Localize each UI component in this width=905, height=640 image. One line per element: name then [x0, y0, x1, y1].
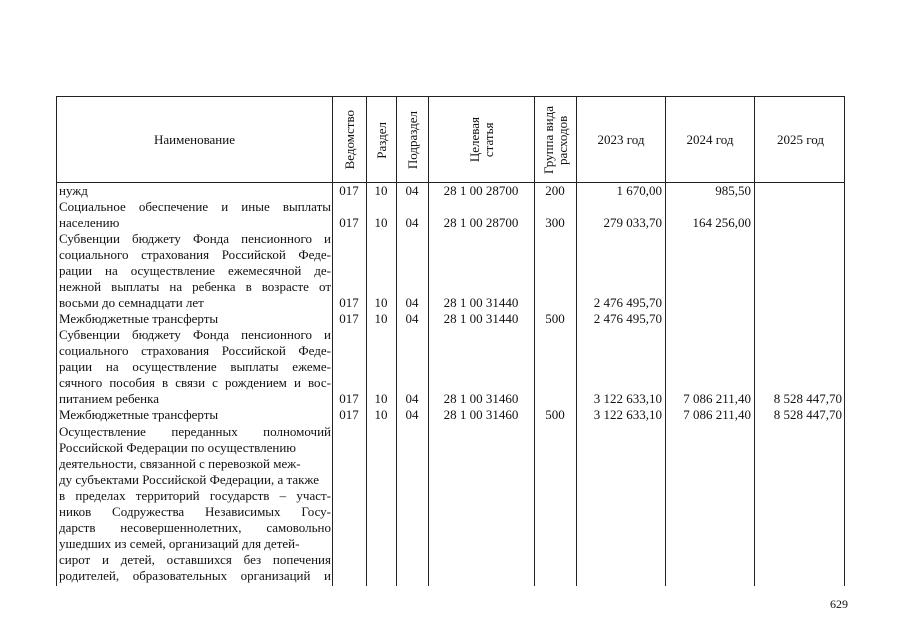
row-name-line: сячного пособия в связи с рождением и вос-: [59, 375, 331, 390]
row-name-line: питанием ребенка: [59, 391, 160, 406]
row-2023: 2 476 495,70: [593, 311, 662, 326]
row-group: 200: [545, 183, 565, 198]
row-subsection: 04: [405, 183, 419, 198]
row-group: 500: [545, 311, 565, 326]
row-section: 10: [374, 407, 388, 422]
header-group-line2: расходов: [554, 115, 570, 165]
row-name-line: ников Содружества Независимых Госу-: [59, 504, 331, 519]
header-group-text: [542, 106, 570, 174]
row-name-line: Межбюджетные трансферты: [59, 407, 219, 422]
row-subsection: 04: [405, 407, 419, 422]
row-2023: 1 670,00: [616, 183, 662, 198]
row-dept: 017: [339, 295, 359, 310]
row-target: 28 1 00 28700: [443, 183, 519, 198]
row-name-line: в пределах территорий государств – участ-: [59, 488, 331, 503]
table-row: [56, 183, 845, 199]
row-2024: 7 086 211,40: [683, 391, 751, 406]
row-target: 28 1 00 31440: [443, 311, 519, 326]
row-name-line: Межбюджетные трансферты: [59, 311, 219, 326]
header-name-text: Наименование: [154, 132, 235, 147]
row-dept: 017: [339, 215, 359, 230]
header-target-line2: статья: [480, 122, 496, 158]
row-name-line: рации на осуществление выплаты ежеме-: [59, 359, 331, 374]
row-name-line: восьми до семнадцати лет: [59, 295, 204, 310]
row-2024: 7 086 211,40: [683, 407, 751, 422]
row-subsection: 04: [405, 391, 419, 406]
table-row: [56, 231, 845, 311]
row-2023: 3 122 633,10: [593, 391, 662, 406]
row-dept: 017: [339, 391, 359, 406]
row-section: 10: [374, 215, 388, 230]
row-name-line: социального страхования Российской Феде-: [59, 343, 331, 358]
header-name: [57, 97, 333, 183]
header-dept-text: Ведомство: [341, 110, 357, 170]
row-name: [59, 231, 331, 311]
row-name-line: населению: [59, 215, 120, 230]
header-2024-text: 2024 год: [686, 132, 734, 147]
header-group-line1: Группа вида: [540, 106, 556, 174]
row-2025: 8 528 447,70: [773, 391, 842, 406]
row-name-line: родителей, образовательных организаций и: [59, 568, 331, 583]
row-name-line: Социальное обеспечение и иные выплаты: [59, 199, 331, 214]
row-subsection: 04: [405, 215, 419, 230]
row-group: 300: [545, 215, 565, 230]
header-2023: [577, 97, 666, 183]
row-target: 28 1 00 31440: [443, 295, 519, 310]
row-dept: 017: [339, 183, 359, 198]
header-dept: [333, 97, 367, 183]
row-name-line: Субвенции бюджету Фонда пенсионного и: [59, 327, 331, 342]
row-name-line: нужд: [59, 183, 88, 198]
row-name-line: Российской Федерации по осуществлению: [59, 440, 296, 455]
row-name-line: социального страхования Российской Феде-: [59, 247, 331, 262]
row-2023: 279 033,70: [603, 215, 662, 230]
row-name-line: ду субъектами Российской Федерации, а также: [59, 472, 319, 487]
row-section: 10: [374, 295, 388, 310]
row-name-line: нежной выплаты на ребенка в возрасте от: [59, 279, 331, 294]
table-row: [56, 199, 845, 231]
row-name-line: рации на осуществление ежемесячной де-: [59, 263, 331, 278]
row-name: [59, 407, 331, 423]
header-section: [367, 97, 397, 183]
table-row: [56, 327, 845, 407]
row-subsection: 04: [405, 295, 419, 310]
header-2025-text: 2025 год: [777, 132, 824, 147]
header-target-line1: Целевая: [466, 117, 482, 163]
header-2024: [666, 97, 755, 183]
row-name: [59, 199, 331, 231]
row-name-line: деятельности, связанной с перевозкой меж-: [59, 456, 301, 471]
header-target-text: [468, 117, 496, 162]
row-section: 10: [374, 311, 388, 326]
header-2025: [755, 97, 846, 183]
table-row: [56, 407, 845, 423]
row-dept: 017: [339, 311, 359, 326]
header-subsection-text: Подраздел: [404, 110, 420, 170]
row-2024: 164 256,00: [692, 215, 751, 230]
row-name: [59, 311, 331, 327]
table-row: [56, 424, 845, 586]
header-group: [535, 97, 577, 183]
row-name-line: сирот и детей, оставшихся без попечения: [59, 552, 331, 567]
row-target: 28 1 00 28700: [443, 215, 519, 230]
table-header: [56, 96, 845, 182]
row-subsection: 04: [405, 311, 419, 326]
header-subsection: [397, 97, 429, 183]
row-name-line: дарств несовершеннолетних, самовольно: [59, 520, 331, 535]
header-2023-text: 2023 год: [597, 132, 645, 147]
row-2023: 2 476 495,70: [593, 295, 662, 310]
row-2024: 985,50: [715, 183, 751, 198]
row-target: 28 1 00 31460: [443, 391, 519, 406]
row-name: [59, 183, 331, 199]
header-target: [429, 97, 535, 183]
row-name-line: Осуществление переданных полномочий: [59, 424, 331, 439]
row-target: 28 1 00 31460: [443, 407, 519, 422]
row-2023: 3 122 633,10: [593, 407, 662, 422]
row-section: 10: [374, 391, 388, 406]
row-2025: 8 528 447,70: [773, 407, 842, 422]
row-name-line: Субвенции бюджету Фонда пенсионного и: [59, 231, 331, 246]
header-section-text: Раздел: [373, 121, 389, 159]
row-section: 10: [374, 183, 388, 198]
row-group: 500: [545, 407, 565, 422]
row-name: [59, 424, 331, 584]
table-row: [56, 311, 845, 327]
row-dept: 017: [339, 407, 359, 422]
row-name: [59, 327, 331, 407]
page-number: 629: [830, 597, 848, 611]
row-name-line: ушедших из семей, организаций для детей-: [59, 536, 300, 551]
